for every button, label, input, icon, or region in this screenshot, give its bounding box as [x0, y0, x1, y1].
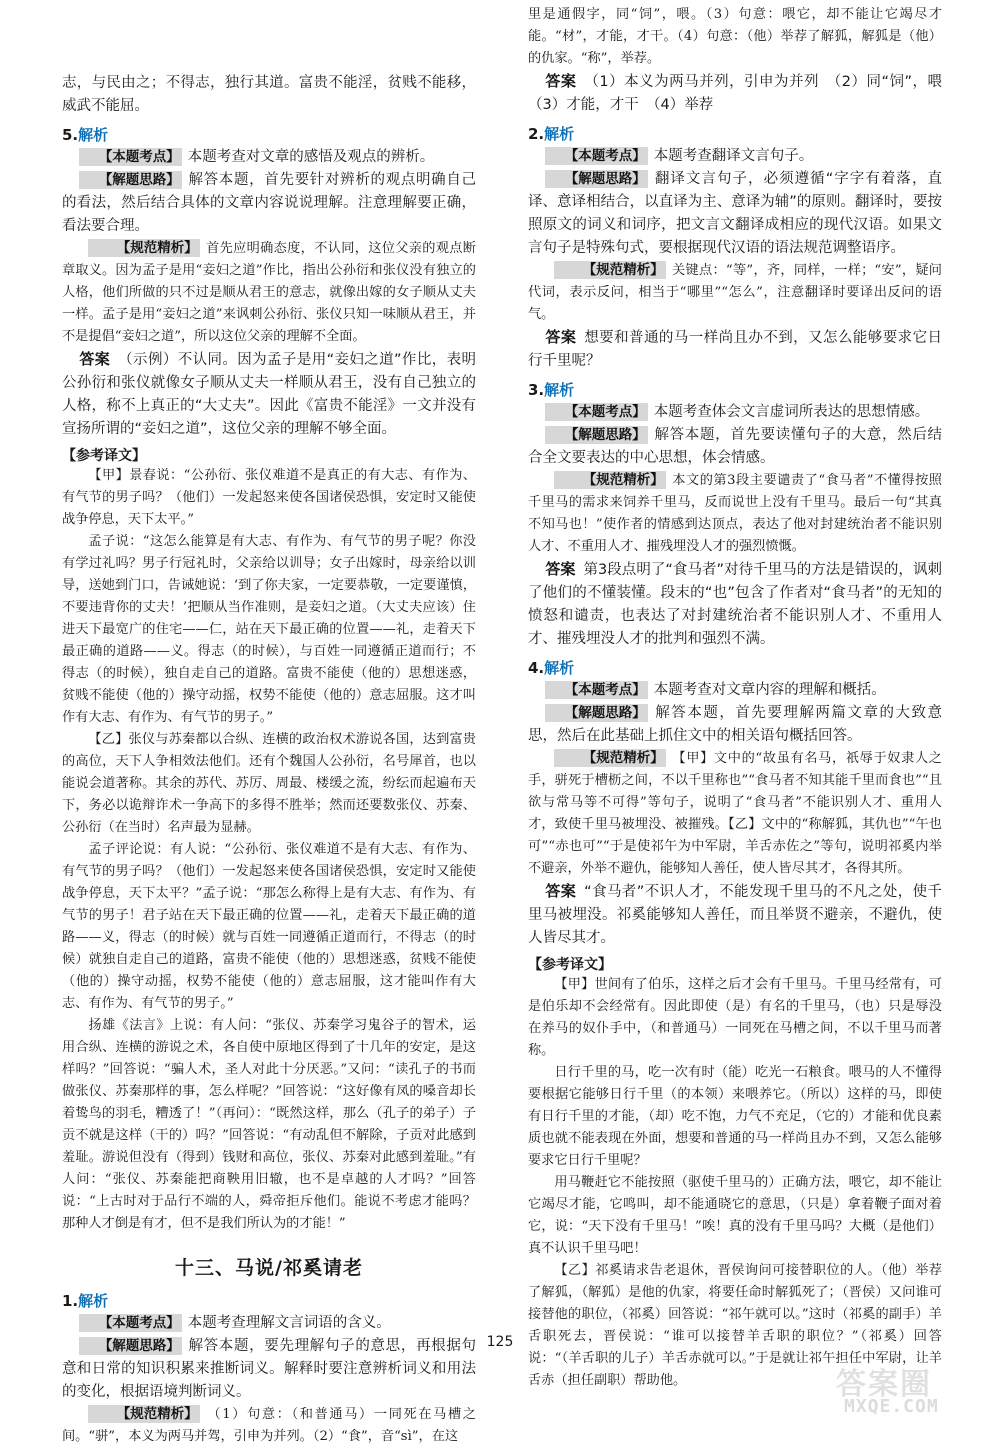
q1-answer-text: （1）本义为两马并列，引申为并列 （2）同“饲”，喂 （3）才能，才干 （4）举荐: [528, 74, 957, 113]
q4-silu: [528, 702, 942, 748]
question-label: 解析: [544, 125, 575, 143]
tag-silu: 【解题思路】: [79, 1337, 181, 1355]
translation-heading: 【参考译文】: [528, 957, 612, 973]
q5-kaodian-text: 本题考查对文章的感悟及观点的辨析。: [187, 149, 435, 165]
q2-jingxi: [528, 260, 942, 326]
answer-label: 答案: [545, 560, 576, 578]
q4-silu-text: 解答本题，首先要理解两篇文章的大致意思，然后在此基础上抓住文中的相关语句概括回答。: [528, 705, 942, 744]
q2-kaodian: [528, 145, 942, 168]
q1-kaodian-text: 本题考查理解文言词语的含义。: [187, 1315, 391, 1331]
q1-kaodian: [62, 1312, 476, 1335]
right-column: [528, 4, 957, 1392]
question-label: 解析: [78, 1292, 109, 1310]
translation-paragraph: 【乙】张仪与苏秦都以合纵、连横的政治权术游说各国，达到富贵的高位，天下人争相效法他们。还有个魏国人公孙衍，名号犀首，也以能说会道著称。其余的苏代、苏厉、周最、楼缓之流，纷纭而起遍布天下，务必以诡辩诈术一争高下的多得不胜举；然而还要数张仪、苏秦、公孙衍（在当时）名声最为显赫。: [62, 732, 476, 835]
question-number: 4.: [528, 659, 545, 677]
q2-silu: [528, 168, 942, 260]
q2-silu-text: 翻译文言句子，必须遵循“字字有着落，直译、意译相结合，以直译为主、意译为辅”的原则。翻译时，要按照原文的词义和词序，把文言文翻译成相应的现代汉语。如果文言句子是特殊句式，要根据现代汉语的语法规范调整语序。: [528, 171, 942, 256]
question-label: 解析: [78, 126, 109, 144]
q5-kaodian: [62, 146, 476, 169]
question-5-heading: [62, 124, 476, 146]
q5-jingxi-text: 首先应明确态度，不认同，这位父亲的观点断章取义。因为孟子是用“妾妇之道”作比，指出公孙衍和张仪没有独立的人格，他们所做的只不过是顺从君王的意志，就像出嫁的女子顺从丈夫一样。孟子是用“妾妇之道”来讽刺公孙衍、张仪只知一味顺从君王，并不是提倡“妾妇之道”，所以这位父亲的理解不全面。: [62, 241, 476, 344]
tag-jingxi: 【规范精析】: [88, 239, 199, 257]
question-number: 1.: [62, 1292, 79, 1310]
translation-paragraph: 【乙】祁奚请求告老退休，晋侯询问可接替职位的人。（他）举荐了解狐，（解狐）是他的仇家，将要任命时解狐死了；（晋侯）又问谁可接替他的职位，（祁奚）回答说：“祁午就可以。”这时（祁奚的副手）羊舌职死去，晋侯说：“谁可以接替羊舌职的职位？”（祁奚）回答说：“（羊舌职的儿子）羊舌赤就可以。”于是就让祁午担任中军尉，让羊舌赤（担任副职）帮助他。: [528, 1263, 942, 1388]
question-number: 2.: [528, 125, 545, 143]
tag-jingxi: 【规范精析】: [554, 471, 665, 489]
question-4-heading: [528, 657, 942, 679]
question-3-heading: [528, 379, 942, 401]
q3-answer-text: 第3段点明了“食马者”对待千里马的方法是错误的，讽刺了他们的不懂装懂。段末的“也”包含了作者对“食马者”的无知的愤怒和谴责，也表达了对封建统治者不能识别人才、不重用人才、摧残埋没人才的批判和强烈不满。: [528, 562, 942, 647]
answer-label: 答案: [545, 328, 577, 346]
q4-kaodian: [528, 679, 942, 702]
translation-heading: 【参考译文】: [62, 448, 146, 464]
q3-jingxi-text: 本文的第3段主要谴责了“食马者”不懂得按照千里马的需求来饲养千里马，反而说世上没有千里马。最后一句“其真不知马也！”使作者的情感到达顶点，表达了他对封建统治者不能识别人才、不重用人才、摧残埋没人才的强烈愤慨。: [528, 473, 942, 554]
section-title: 十三、马说/祁奚请老: [175, 1257, 363, 1279]
tag-jingxi: 【规范精析】: [554, 749, 665, 767]
q1-jingxi-text: （1）句意：（和普通马）一同死在马槽之间。“骈”，本义为两马并驾，引申为并列。（2）“食”，音“sì”，在这: [62, 1407, 476, 1444]
translation-paragraph: 扬雄《法言》上说：有人问：“张仪、苏秦学习鬼谷子的智术，运用合纵、连横的游说之术，各自使中原地区得到了十几年的安定，是这样吗？”回答说：“骗人术，圣人对此十分厌恶。”又问：“读孔子的书而做张仪、苏秦那样的事，怎么样呢？”回答说：“这好像有凤的嗓音却长着鸷鸟的羽毛，糟透了！”（再问）：“既然这样，那么（孔子的弟子）子贡不就是这样（干的）吗？”回答说：“有动乱但不解除，子贡对此感到羞耻。游说但没有（得到）钱财和高位，张仪、苏秦对此感到羞耻。”有人问：“张仪、苏秦能把商鞅用旧辙，也不是卓越的人才吗？”回答说：“上古时对于品行不端的人，舜帝拒斥他们。能说不考虑才能吗？那种人才倒是有才，但不是我们所认为的才能！”: [62, 1018, 476, 1231]
left-column: [62, 72, 476, 1448]
q3-kaodian-text: 本题考查体会文言虚词所表达的思想情感。: [653, 404, 930, 420]
question-label: 解析: [544, 381, 575, 399]
translation-paragraph: 用马鞭赶它不能按照（驱使千里马的）正确方法，喂它，却不能让它竭尽才能，它鸣叫，却不能通晓它的意思，（只是）拿着鞭子面对着它，说：“天下没有千里马！”唉！真的没有千里马吗？大概（是他们）真不认识千里马吧！: [528, 1175, 942, 1256]
answer-label: 答案: [545, 72, 577, 90]
q3-answer: [528, 558, 942, 651]
tag-kaodian: 【本题考点】: [545, 681, 647, 699]
translation-paragraph: 孟子说：“这怎么能算是有大志、有作为、有气节的男子呢？你没有学过礼吗？男子行冠礼时，父亲给以训导；女子出嫁时，母亲给以训导，送她到门口，告诫她说：‘到了你夫家，一定要恭敬，一定要谨慎，不要违背你的丈夫！’把顺从当作准则，是妾妇之道。（大丈夫应该）住进天下最宽广的住宅——仁，站在天下最正确的位置——礼，走着天下最正确的道路——义。得志（的时候），与百姓一同遵循正道而行；不得志（的时候），独自走自己的道路。富贵不能使（他的）思想迷惑，贫贱不能使（他的）操守动摇，权势不能使（他的）意志屈服。这才叫作有大志、有作为、有气节的男子。”: [62, 534, 476, 725]
q5-answer: [62, 348, 476, 441]
tag-jingxi: 【规范精析】: [554, 261, 665, 279]
tag-kaodian: 【本题考点】: [79, 1314, 181, 1332]
tag-silu: 【解题思路】: [545, 426, 647, 444]
question-2-heading: [528, 123, 942, 145]
q1-jingxi-continued: 里是通假字，同“饲”，喂。（3）句意：喂它，却不能让它竭尽才能。“材”，才能，才干。（4）句意：（他）举荐了解狐，解狐是（他）的仇家。“称”，举荐。: [528, 7, 942, 66]
tag-kaodian: 【本题考点】: [79, 148, 181, 166]
question-1-heading: [62, 1290, 476, 1312]
q4-kaodian-text: 本题考查对文章内容的理解和概括。: [653, 682, 886, 698]
page-number: 125: [486, 1334, 514, 1350]
q5-answer-text: （示例）不认同。因为孟子是用“妾妇之道”作比，表明公孙衍和张仪就像女子顺从丈夫一样顺从君王，没有自己独立的人格，称不上真正的“大丈夫”。因此《富贵不能淫》一文并没有宣扬所谓的“妾妇之道”，这位父亲的理解不够全面。: [62, 352, 476, 437]
tag-kaodian: 【本题考点】: [545, 147, 647, 165]
q4-jingxi: [528, 748, 942, 880]
q4-jingxi-text: 【甲】文中的“故虽有名马，祇辱于奴隶人之手，骈死于槽枥之间，不以千里称也”“食马者不知其能千里而食也”“且欲与常马等不可得”等句子，说明了“食马者”不能识别人才、重用人才，致使千里马被埋没、被摧残。【乙】文中的“称解狐，其仇也”“午也可”“赤也可”“于是使祁午为中军尉，羊舌赤佐之”等句，说明祁奚内举不避亲，外举不避仇，能够知人善任，使人皆尽其才，各得其所。: [528, 751, 942, 876]
watermark-logo: [836, 1359, 984, 1417]
tag-jingxi: 【规范精析】: [88, 1405, 199, 1423]
q3-kaodian: [528, 401, 942, 424]
q1-jingxi: [62, 1404, 476, 1448]
translation-paragraph: 【甲】景春说：“公孙衍、张仪难道不是真正的有大志、有作为、有气节的男子吗？（他们）一发起怒来使各国诸侯恐惧，安定时又能使战争停息，天下太平。”: [62, 468, 476, 527]
watermark-domain: MXQE.COM: [844, 1396, 939, 1417]
tag-silu: 【解题思路】: [79, 171, 181, 189]
q5-jingxi: [62, 238, 476, 348]
q2-jingxi-text: 关键点：“等”，齐，同样，一样；“安”，疑问代词，表示反问，相当于“哪里”“怎么”，注意翻译时要译出反问的语气。: [528, 263, 942, 322]
watermark-text: 答案圈: [836, 1367, 932, 1402]
q2-kaodian-text: 本题考查翻译文言句子。: [653, 148, 814, 164]
q1-answer: [528, 70, 957, 117]
q3-silu: [528, 424, 942, 470]
translation-paragraph: 【甲】世间有了伯乐，这样之后才会有千里马。千里马经常有，可是伯乐却不会经常有。因此即使（是）有名的千里马，（也）只是辱没在养马的奴仆手中，（和普通马）一同死在马槽之间，不以千里马而著称。: [528, 977, 942, 1058]
q5-silu: [62, 169, 476, 238]
intro-text: 志，与民由之；不得志，独行其道。富贵不能淫，贫贱不能移，威武不能屈。: [62, 75, 476, 114]
q4-answer: [528, 880, 942, 950]
tag-silu: 【解题思路】: [545, 170, 647, 188]
answer-label: 答案: [545, 882, 577, 900]
question-number: 3.: [528, 381, 545, 399]
question-number: 5.: [62, 126, 79, 144]
q1-silu-text: 解答本题，要先理解句子的意思，再根据句意和日常的知识积累来推断词义。解释时要注意辨析词义和用法的变化，根据语境判断词义。: [62, 1338, 476, 1400]
translation-paragraph: 孟子评论说：有人说：“公孙衍、张仪难道不是有大志、有作为、有气节的男子吗？（他们）一发起怒来使各国诸侯恐惧，安定时又能使战争停息，天下太平？”孟子说：“那怎么称得上是有大志、有作为、有气节的男子！君子站在天下最正确的位置——礼，走着天下最正确的道路——义，得志（的时候）就与百姓一同遵循正道而行，不得志（的时候）就独自走自己的道路，富贵不能使（他的）思想迷惑，贫贱不能使（他的）操守动摇，权势不能使（他的）意志屈服，这才能叫作有大志、有作为、有气节的男子。”: [62, 842, 476, 1011]
q2-answer-text: 想要和普通的马一样尚且办不到，又怎么能够要求它日行千里呢？: [528, 330, 942, 369]
q3-silu-text: 解答本题，首先要读懂句子的大意，然后结合全文要表达的中心思想，体会情感。: [528, 427, 942, 466]
tag-silu: 【解题思路】: [545, 704, 647, 722]
answer-label: 答案: [79, 350, 111, 368]
question-label: 解析: [544, 659, 575, 677]
q5-silu-text: 解答本题，首先要针对辨析的观点明确自己的看法，然后结合具体的文章内容说说理解。注意理解要正确，看法要合理。: [62, 172, 476, 234]
q3-jingxi: [528, 470, 942, 558]
q4-answer-text: “食马者”不识人才，不能发现千里马的不凡之处，使千里马被埋没。祁奚能够知人善任，而且举贤不避亲，不避仇，使人皆尽其才。: [528, 884, 942, 946]
tag-kaodian: 【本题考点】: [545, 403, 647, 421]
q2-answer: [528, 326, 942, 373]
translation-paragraph: 日行千里的马，吃一次有时（能）吃光一石粮食。喂马的人不懂得要根据它能够日行千里（的本领）来喂养它。（所以）这样的马，即使有日行千里的才能，（却）吃不饱，力气不充足，（它的）才能和优良素质也就不能表现在外面，想要和普通的马一样尚且办不到，又怎么能够要求它日行千里呢？: [528, 1065, 942, 1168]
